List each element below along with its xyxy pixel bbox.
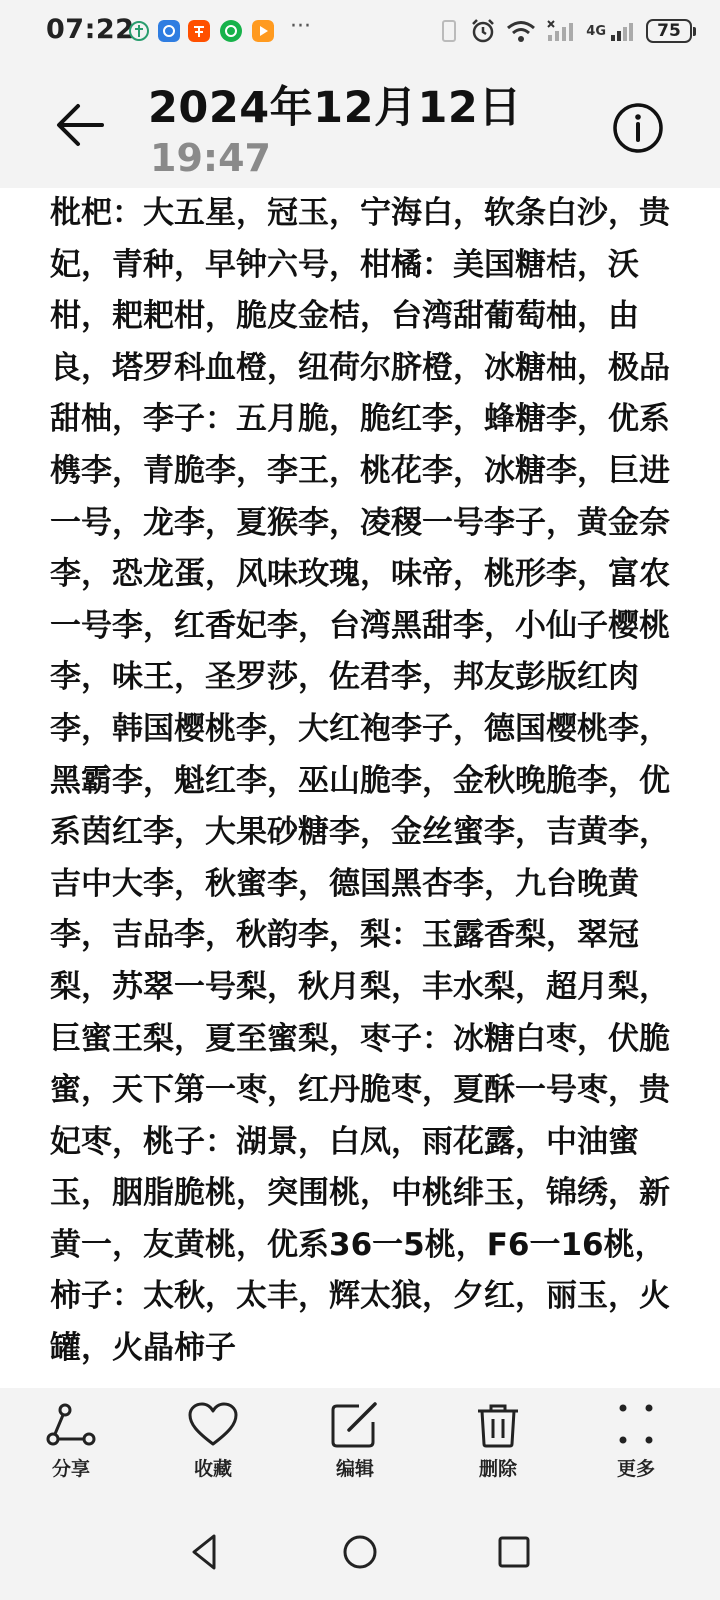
bottom-toolbar — [0, 1388, 720, 1500]
back-button[interactable] — [52, 96, 110, 154]
more-label: 更多 — [616, 1458, 655, 1480]
edit-label: 编辑 — [335, 1458, 374, 1480]
note-content[interactable] — [0, 188, 720, 1388]
signal-1-icon — [546, 19, 576, 43]
back-arrow-icon — [52, 96, 110, 154]
wechat-green-icon — [220, 20, 242, 42]
info-button[interactable] — [612, 102, 664, 154]
status-bar — [0, 0, 720, 64]
favorite-label: 收藏 — [193, 1458, 232, 1480]
alarm-icon — [470, 18, 496, 44]
signal-2-icon — [610, 19, 636, 43]
nav-back-button[interactable] — [184, 1530, 228, 1574]
taobao-icon — [188, 20, 210, 42]
nav-recents-button[interactable] — [492, 1530, 536, 1574]
note-time: 19:47 — [150, 136, 271, 180]
more-dots-icon — [610, 1402, 662, 1448]
system-nav-bar — [0, 1500, 720, 1600]
share-label: 分享 — [51, 1458, 90, 1480]
triangle-back-icon — [184, 1530, 228, 1574]
more-button[interactable] — [581, 1402, 691, 1492]
share-icon — [45, 1402, 97, 1448]
heart-icon — [187, 1402, 239, 1448]
favorite-button[interactable] — [158, 1402, 268, 1492]
pin-icon — [128, 20, 150, 42]
status-time: 07:22 — [46, 14, 135, 45]
edit-button[interactable] — [300, 1402, 410, 1492]
note-header — [0, 64, 720, 188]
wifi-icon — [506, 19, 536, 43]
note-body: 枇杷：大五星，冠玉，宁海白，软条白沙，贵妃，青种，早钟六号，柑橘：美国糖桔，沃柑，耙耙柑，脆皮金桔，台湾甜葡萄柚，由良，塔罗科血橙，纽荷尔脐橙，冰糖柚，极品甜柚，李子：五月脆，脆红李，蜂糖李，优系槜李，青脆李，李王，桃花李，冰糖李，巨进一号，龙李，夏猴李，凌稷一号李子，黄金奈李，恐龙蛋，风味玫瑰，味帝，桃形李，富农一号李，红香妃李，台湾黑甜李，小仙子樱桃李，味王，圣罗莎，佐君李，邦友彭版红肉李，韩国樱桃李，大红袍李子，德国樱桃李，黑霸李，魁红李，巫山脆李，金秋晚脆李，优系茵红李，大果砂糖李，金丝蜜李，吉黄李，吉中大李，秋蜜李，德国黑杏李，九台晚黄李，吉品李，秋韵李，梨：玉露香梨，翠冠梨，苏翠一号梨，秋月梨，丰水梨，超月梨，巨蜜王梨，夏至蜜梨，枣子：冰糖白枣，伏脆蜜，天下第一枣，红丹脆枣，夏酥一号枣，贵妃枣，桃子：湖景，白凤，雨花露，中油蜜玉，胭脂脆桃，突围桃，中桃绯玉，锦绣，新黄一，友黄桃，优系36一5桃，F6一16桃，柿子：太秋，太丰，辉太狼，夕红，丽玉，火罐，火晶柿子 — [50, 195, 670, 1367]
nav-home-button[interactable] — [338, 1530, 382, 1574]
app-blue-icon — [158, 20, 180, 42]
trash-icon — [472, 1402, 524, 1448]
video-orange-icon — [252, 20, 274, 42]
network-type: 4G — [586, 23, 606, 39]
info-icon — [612, 102, 664, 154]
edit-icon — [329, 1402, 381, 1448]
square-recents-icon — [492, 1530, 536, 1574]
delete-label: 删除 — [478, 1458, 517, 1480]
page-title: 2024年12月12日 — [148, 83, 522, 133]
vibrate-icon — [438, 19, 460, 43]
circle-home-icon — [338, 1530, 382, 1574]
share-button[interactable] — [16, 1402, 126, 1492]
battery-indicator: 75 — [646, 19, 692, 43]
delete-button[interactable] — [443, 1402, 553, 1492]
status-overflow: ··· — [290, 14, 311, 39]
